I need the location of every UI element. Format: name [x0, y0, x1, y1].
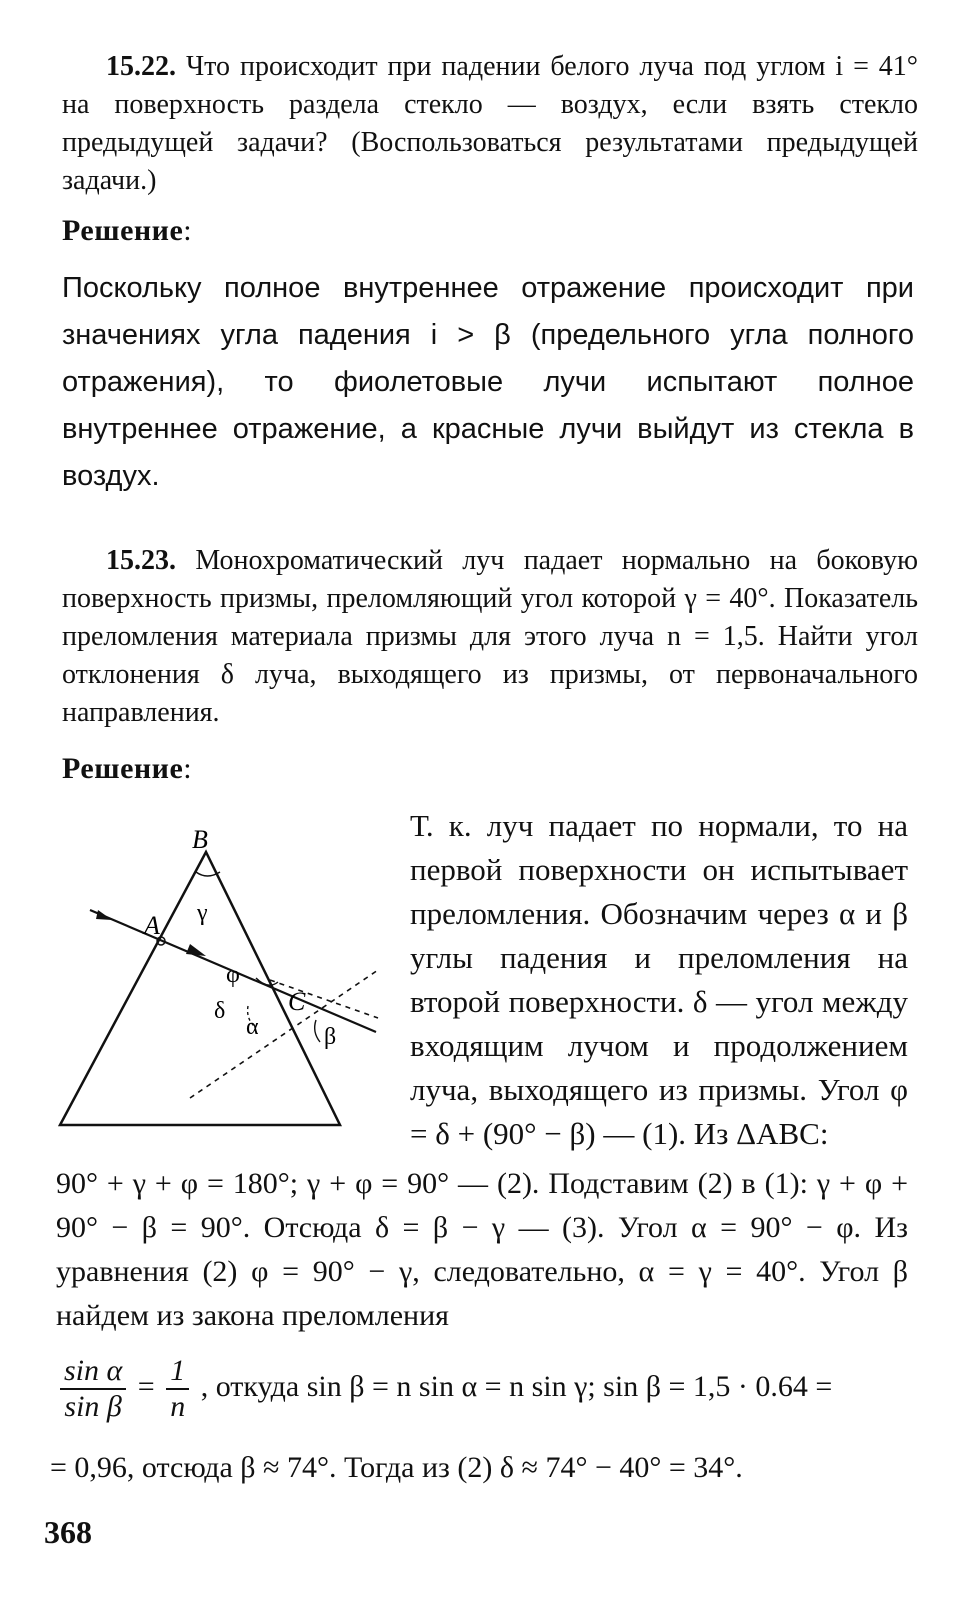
solution-paragraph: 90° + γ + φ = 180°; γ + φ = 90° — (2). Подставим (2) в (1): γ + φ + 90° − β = 90°. Отсюда δ = β − γ — (3). Угол α = 90° − φ. Из уравнения (2) φ = 90° − γ, следовательно, α = γ = 40°. Угол β найдем из закона преломления — [56, 1167, 908, 1332]
fraction-n — [166, 1354, 189, 1424]
problem-15-22 — [62, 48, 918, 200]
ray-arrow — [96, 910, 112, 920]
solution-paragraph: Т. к. луч падает по нормали, то на первой поверхности он испытывает преломления. Обозначим через α и β углы падения и преломления на второй поверхности. δ — угол между входящим лучом и продолжением луча, выходящего из призмы. Угол φ = δ + (90° − β) — (1). Из ΔABC: — [410, 808, 908, 1151]
solution-heading-text: Решение — [62, 752, 184, 785]
problem-15-23 — [62, 542, 918, 732]
solution-15-23-text — [56, 1162, 908, 1338]
solution-heading: Решение: — [62, 752, 193, 785]
refraction-law-line — [56, 1354, 916, 1424]
ray-arrow — [186, 944, 206, 956]
fraction-numerator: 1 — [166, 1354, 189, 1390]
final-result-line — [50, 1446, 910, 1490]
normal-line — [190, 970, 378, 1098]
label-phi: φ — [226, 962, 240, 988]
problem-number: 15.23. — [106, 545, 176, 576]
label-gamma: γ — [197, 900, 208, 926]
label-B: B — [192, 825, 208, 854]
beta-arc — [315, 1020, 320, 1042]
solution-15-22-text — [62, 265, 914, 500]
problem-text: Монохроматический луч падает нормально на боковую поверхность призмы, преломляющий угол которой γ = 40°. Показатель преломления материала призмы для этого луча n = 1,5. Найти угол отклонения δ луча, выходящего из призмы, от первоначального направления. — [62, 545, 918, 728]
solution-heading-text: Решение — [62, 214, 184, 247]
solution-15-23-side-text — [410, 804, 908, 1156]
label-A: A — [144, 911, 160, 940]
prism-diagram — [40, 820, 400, 1140]
fraction-denominator: sin β — [64, 1390, 122, 1423]
fraction-sin — [60, 1354, 126, 1424]
solution-paragraph: Поскольку полное внутреннее отражение происходит при значениях угла падения i > β (предельного угла полного отражения), то фиолетовые лучи испытают полное внутреннее отражение, а красные лучи выйдут из стекла в воздух. — [62, 272, 914, 492]
label-beta: β — [324, 1024, 337, 1050]
label-delta: δ — [214, 998, 226, 1024]
problem-number: 15.22. — [106, 51, 176, 82]
problem-text: Что происходит при падении белого луча под углом i = 41° на поверхность раздела стекло — воздух, если взять стекло предыдущей задачи? (Воспользоваться результатами предыдущей задачи.) — [62, 51, 919, 196]
final-result-text: = 0,96, отсюда β ≈ 74°. Тогда из (2) δ ≈ 74° − 40° = 34°. — [50, 1451, 743, 1484]
solution-heading: Решение: — [62, 214, 193, 247]
equals-sign: = — [137, 1369, 155, 1403]
formula-continuation: , откуда sin β = n sin α = n sin γ; sin β = 1,5 · 0.64 = — [200, 1369, 833, 1403]
label-alpha: α — [246, 1014, 259, 1040]
fraction-denominator: n — [170, 1390, 186, 1423]
label-C: C — [288, 987, 306, 1016]
page-number: 368 — [44, 1514, 92, 1550]
ray-extension — [270, 980, 378, 1018]
fraction-numerator: sin α — [60, 1354, 126, 1390]
